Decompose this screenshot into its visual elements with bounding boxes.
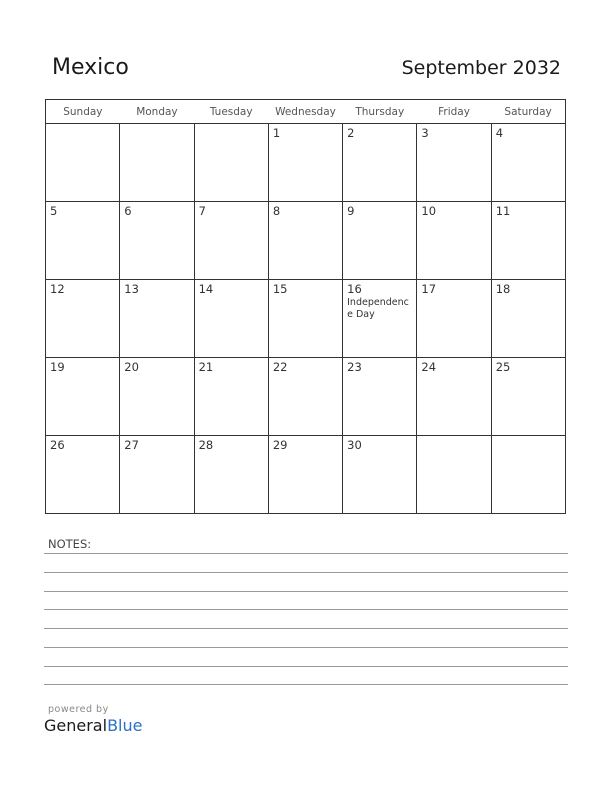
note-line: [44, 553, 568, 554]
day-cell: [194, 436, 268, 514]
note-line: [44, 684, 568, 685]
weekday-monday: Monday: [120, 100, 194, 124]
day-number: 16: [347, 282, 362, 296]
day-cell: [268, 280, 342, 358]
week-row: [46, 124, 566, 202]
day-cell-content: [269, 358, 342, 376]
note-line: [44, 591, 568, 592]
note-line: [44, 647, 568, 648]
day-cell: [268, 202, 342, 280]
month-year-title: September 2032: [401, 57, 561, 79]
day-cell-content: [492, 436, 565, 440]
day-cell: [417, 436, 491, 514]
day-cell: [194, 358, 268, 436]
day-cell-content: [269, 436, 342, 454]
day-cell: [268, 358, 342, 436]
day-number: 11: [495, 204, 511, 218]
day-number: 6: [124, 204, 132, 218]
day-cell-content: [269, 124, 342, 142]
week-row: [46, 436, 566, 514]
day-cell: [343, 202, 417, 280]
week-row: [46, 358, 566, 436]
day-cell-content: [343, 436, 416, 454]
day-cell-content: [343, 280, 416, 323]
day-number: 24: [421, 360, 437, 374]
day-number: 20: [124, 360, 139, 374]
day-cell-content: [417, 124, 490, 142]
notes-label: NOTES:: [48, 537, 92, 551]
day-cell: [491, 280, 565, 358]
day-cell: [343, 280, 417, 358]
day-cell: [120, 202, 194, 280]
weekday-header-row: [46, 100, 566, 124]
day-cell-content: [417, 436, 490, 440]
day-cell: [491, 358, 565, 436]
day-cell-content: [195, 202, 268, 220]
day-number: 3: [421, 126, 429, 140]
day-number: 13: [124, 282, 139, 296]
day-number: 27: [124, 438, 139, 452]
day-cell: [268, 436, 342, 514]
day-number: 29: [272, 438, 288, 452]
day-number: 23: [347, 360, 362, 374]
holiday-label: Independence Day: [347, 297, 409, 320]
day-cell-content: [195, 358, 268, 376]
day-number: 9: [347, 204, 355, 218]
day-cell: [194, 202, 268, 280]
day-cell: [417, 124, 491, 202]
day-cell: [343, 358, 417, 436]
day-number: 30: [347, 438, 362, 452]
day-number: 1: [272, 126, 281, 140]
week-row: [46, 202, 566, 280]
day-number: 22: [272, 360, 288, 374]
day-cell-content: [120, 124, 193, 128]
day-number: 7: [198, 204, 206, 218]
day-cell: [491, 202, 565, 280]
day-number: 12: [50, 282, 65, 296]
day-number: 21: [198, 360, 214, 374]
country-title: Mexico: [52, 55, 129, 80]
day-cell-content: [195, 280, 268, 298]
day-cell-content: [120, 280, 193, 298]
day-cell-content: [46, 124, 119, 128]
day-cell: [343, 436, 417, 514]
day-cell-content: [343, 358, 416, 376]
note-line: [44, 666, 568, 667]
day-cell-content: [417, 280, 490, 298]
day-cell: [343, 124, 417, 202]
day-cell: [194, 280, 268, 358]
day-cell-content: [492, 280, 565, 298]
day-cell: [194, 124, 268, 202]
day-number: 25: [495, 360, 511, 374]
day-cell: [268, 124, 342, 202]
note-line: [44, 609, 568, 610]
day-cell: [417, 202, 491, 280]
day-cell-content: [46, 202, 119, 220]
day-cell: [120, 436, 194, 514]
day-number: 19: [50, 360, 65, 374]
day-cell-content: [417, 202, 490, 220]
day-cell-content: [492, 358, 565, 376]
day-cell-content: [269, 202, 342, 220]
day-number: 5: [50, 204, 58, 218]
day-cell-content: [46, 358, 119, 376]
day-number: 28: [198, 438, 214, 452]
brand-accent-text: Blue: [107, 716, 143, 735]
brand-main-text: General: [44, 716, 108, 735]
day-number: 4: [495, 126, 504, 140]
day-cell-content: [269, 280, 342, 298]
note-line: [44, 628, 568, 629]
weekday-friday: Friday: [417, 100, 491, 124]
week-row: [46, 280, 566, 358]
weekday-wednesday: Wednesday: [268, 100, 342, 124]
day-cell: [46, 436, 120, 514]
day-cell: [46, 202, 120, 280]
day-cell-content: [492, 202, 565, 220]
day-number: 15: [272, 282, 288, 296]
day-cell: [120, 280, 194, 358]
day-cell-content: [46, 436, 119, 454]
day-cell-content: [46, 280, 119, 298]
day-cell: [120, 124, 194, 202]
day-number: 10: [421, 204, 437, 218]
day-cell-content: [120, 202, 193, 220]
day-number: 18: [495, 282, 511, 296]
day-cell-content: [120, 358, 193, 376]
weekday-thursday: Thursday: [343, 100, 417, 124]
day-cell: [491, 436, 565, 514]
day-cell-content: [343, 202, 416, 220]
day-cell-content: [195, 124, 268, 128]
day-cell-content: [343, 124, 416, 142]
calendar-grid: [45, 99, 566, 514]
brand-logo: [44, 716, 142, 735]
day-number: 14: [198, 282, 214, 296]
day-cell: [417, 280, 491, 358]
day-cell: [491, 124, 565, 202]
note-line: [44, 572, 568, 573]
weekday-saturday: Saturday: [491, 100, 565, 124]
day-number: 2: [347, 126, 355, 140]
day-number: 17: [421, 282, 437, 296]
day-cell: [120, 358, 194, 436]
day-cell: [46, 358, 120, 436]
day-number: 8: [272, 204, 281, 218]
day-cell-content: [120, 436, 193, 454]
weekday-sunday: Sunday: [46, 100, 120, 124]
day-cell-content: [492, 124, 565, 142]
day-cell: [417, 358, 491, 436]
powered-by-text: powered by: [48, 704, 109, 715]
day-cell-content: [417, 358, 490, 376]
day-number: 26: [50, 438, 65, 452]
day-cell: [46, 280, 120, 358]
weekday-tuesday: Tuesday: [194, 100, 268, 124]
day-cell: [46, 124, 120, 202]
day-cell-content: [195, 436, 268, 454]
